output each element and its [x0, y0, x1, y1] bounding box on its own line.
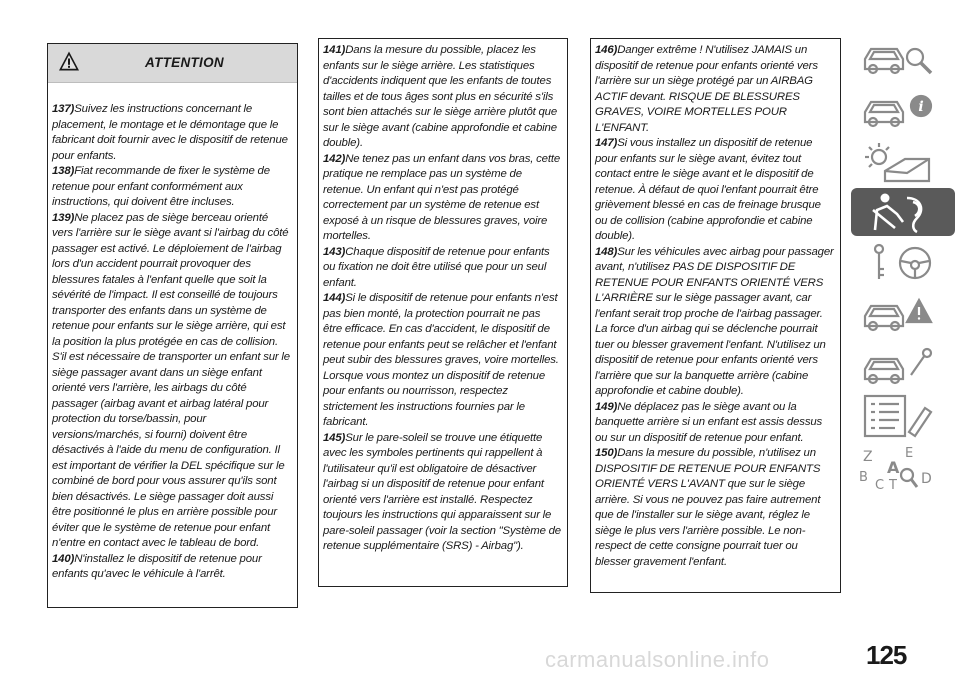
list-item: 138)Fiat recommande de fixer le système de retenue pour enfant conformément aux instructions, qui doivent être incluses.	[52, 165, 270, 208]
chapter-tab-maintenance[interactable]	[851, 341, 955, 389]
chapter-tab-emergency[interactable]	[851, 290, 955, 338]
warning-header	[48, 44, 297, 83]
list-item: 150)Dans la mesure du possible, n'utilisez un DISPOSITIF DE RETENUE POUR ENFANTS ORIENTÉ VERS L'AVANT que sur le siège arrière. Si vous ne pouvez pas faire autrement que de l'installer sur le siège avant, réglez le siège le plus vers l'arrière possible. Le non-respect de cette consigne pourrait tuer ou blesser gravement l'enfant.	[595, 447, 821, 568]
list-item: 143)Chaque dispositif de retenue pour enfants ou fixation ne doit être utilisé que pour un seul enfant.	[323, 245, 550, 289]
chapter-tab-safety[interactable]	[851, 188, 955, 236]
list-item: 148)Sur les véhicules avec airbag pour passager avant, n'utilisez PAS DE DISPOSITIF DE RETENUE POUR ENFANTS ORIENTÉ VERS L'ARRIÈRE sur le siège passager avant, car l'enfant serait trop proche de l'airbag passager. La force d'un airbag qui se déclenche pourrait tuer ou blesser gravement l'enfant. N'utilisez un dispositif de retenue pour enfants orienté vers l'arrière que sur la banquette arrière (cabine approfondie et cabine double).	[595, 245, 834, 397]
index-letter: C	[875, 478, 885, 491]
watermark: carmanualsonline.info	[545, 647, 770, 672]
index-letter: T	[889, 478, 897, 491]
list-item: 139)Ne placez pas de siège berceau orienté vers l'arrière sur le siège avant si l'airbag du côté passager est activé. Le déploiement de l'airbag lors d'un accident pourrait provoquer des blessures fatales à l'enfant quelle que soit la sévérité de l'impact. Il est conseillé de toujours transporter des enfants dans un système de retenue pour enfants sur le siège arrière, qui est la position la plus protégée en cas de collision. S'il est nécessaire de transporter un enfant sur le siège passager avant dans un siège enfant orienté vers l'arrière, les airbags du côté passager (airbag avant et airbag latéral pour protection du torse/bassin, pour versions/marchés, si fourni) doivent être désactivés à l'aide du menu de configuration. Il est important de vérifier la DEL spécifique sur le combiné de bord pour vous assurer qu'ils sont bien désactivés. Le siège passager doit aussi être positionné le plus en arrière possible pour éviter que le système de retenue pour enfant n'entre en contact avec le tableau de bord.	[52, 211, 290, 549]
index-letter: A	[887, 458, 900, 477]
svg-text:i: i	[918, 99, 924, 115]
list-item: 137)Suivez les instructions concernant le placement, le montage et le démontage que le fabricant doit fournir avec le dispositif de retenue pour enfants.	[52, 103, 288, 162]
car-info-icon	[851, 86, 955, 134]
chapter-tab-dashboard[interactable]	[851, 86, 955, 134]
index-letter: D	[921, 471, 932, 487]
chapter-tab-starting-driving[interactable]	[851, 239, 955, 287]
warning-list-2	[319, 39, 567, 555]
list-item: 149)Ne déplacez pas le siège avant ou la banquette arrière si un enfant est assis dessus ou sur un dispositif de retenue pour enfant.	[595, 400, 823, 444]
specifications-list-icon	[851, 392, 955, 440]
page-number: 125	[866, 640, 907, 670]
list-item: 142)Ne tenez pas un enfant dans vos bras, cette pratique ne remplace pas un système de retenue. Un enfant qui n'est pas protégé correctement par un système de retenue est exposé à un risque de blessures graves, voire mortelles.	[323, 152, 561, 242]
index-letter: E	[905, 446, 914, 461]
index-letter: Z	[863, 449, 873, 465]
warning-box	[47, 43, 298, 608]
warning-box-continued-2	[590, 38, 841, 593]
warning-title: ATTENTION	[145, 55, 224, 70]
warning-list-1	[48, 83, 297, 583]
warning-box-continued	[318, 38, 568, 587]
car-warning-icon	[851, 290, 955, 338]
car-service-icon	[851, 341, 955, 389]
list-item: 147)Si vous installez un dispositif de retenue pour enfants sur le siège avant, évitez tout contact entre le siège avant et le dispositif de retenue. À défaut de quoi l'enfant pourrait être grièvement blessé en cas de freinage brusque ou de collision (cabine approfondie et cabine double).	[595, 137, 821, 242]
chapter-tab-technical-specs[interactable]	[851, 392, 955, 440]
list-item: 140)N'installez le dispositif de retenue pour enfants qu'avec le véhicule à l'arrêt.	[52, 552, 262, 580]
list-item: 144)Si le dispositif de retenue pour enfants n'est pas bien monté, la protection pourrait ne pas être efficace. En cas d'accident, le dispositif de retenue pour enfants peut se relâcher et l'enfant peut subir des blessures graves, voire mortelles. Lorsque vous montez un dispositif de retenue pour enfants ou nourrisson, respectez strictement les instructions fournies par le fabricant.	[323, 292, 559, 428]
seatbelt-airbag-icon	[851, 188, 955, 236]
list-item: 141)Dans la mesure du possible, placez les enfants sur le siège arrière. Les statistiques d'accidents indiquent que les enfants de toutes tailles et de tous âges sont plus en sécurité s'ils sont bien attachés sur le siège arrière plutôt que sur le siège avant (cabine approfondie et cabine double).	[323, 44, 558, 149]
chapter-tab-getting-to-know[interactable]	[851, 35, 955, 83]
chapter-tab-warning-lights[interactable]	[851, 137, 955, 185]
list-item: 146)Danger extrême ! N'utilisez JAMAIS un dispositif de retenue pour enfants orienté vers l'arrière sur un siège protégé par un AIRBAG ACTIF devant. RISQUE DE BLESSURES GRAVES, VOIRE MORTELLES POUR L'ENFANT.	[595, 44, 818, 134]
warning-list-3	[591, 39, 840, 570]
car-search-icon	[851, 35, 955, 83]
list-item: 145)Sur le pare-soleil se trouve une étiquette avec les symboles pertinents qui rappellent à l'utilisateur qu'il est obligatoire de désactiver l'airbag si un dispositif de retenue pour enfant orienté vers l'arrière est installé. Respectez toujours les instructions qui apparaissent sur le pare-soleil passager (voir la section "Système de retenue supplémentaire (SRS) - Airbag").	[323, 431, 561, 552]
key-steering-wheel-icon	[851, 239, 955, 287]
dashboard-lights-icon	[851, 137, 955, 185]
chapter-tab-index[interactable]	[851, 443, 955, 491]
index-letter: B	[859, 470, 868, 485]
alphabetical-index-icon	[851, 443, 955, 491]
